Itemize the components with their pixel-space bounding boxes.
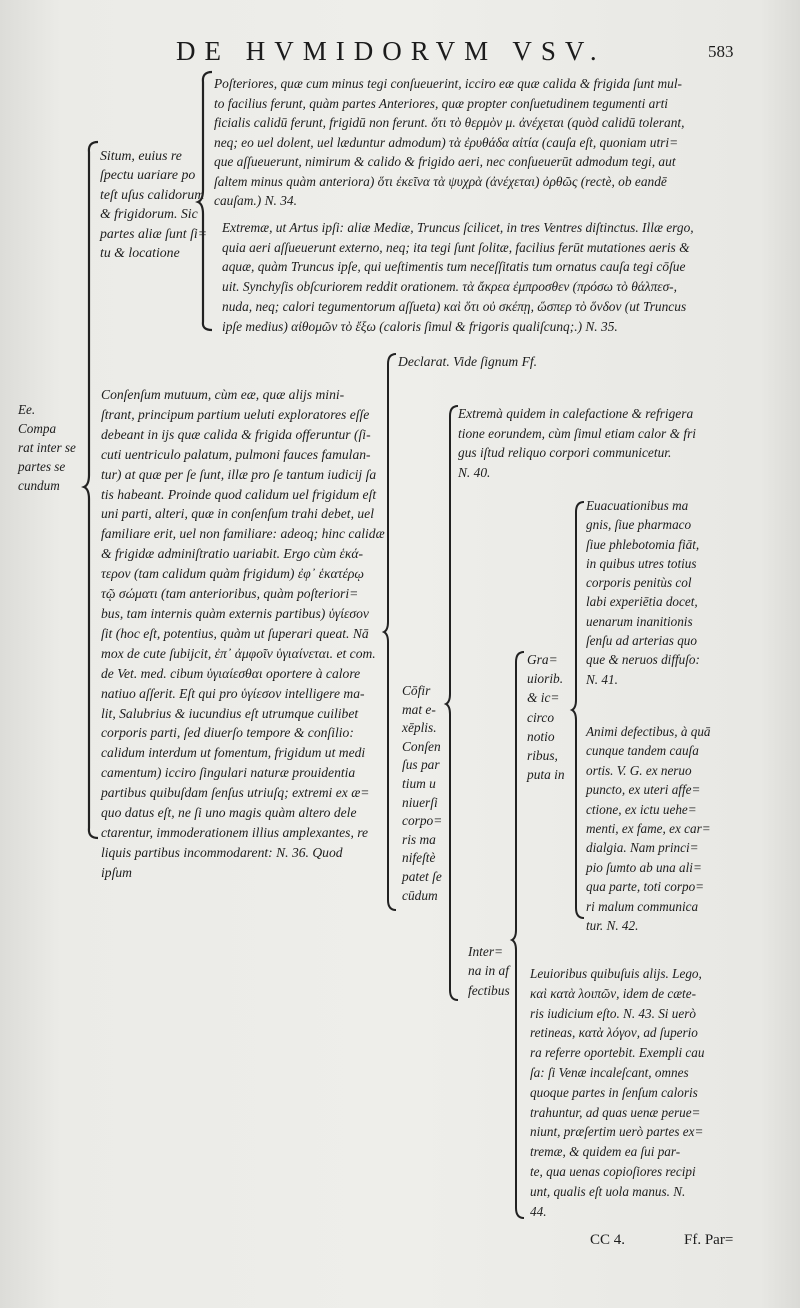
running-title: DE HVMIDORVM VSV. <box>176 36 606 66</box>
text-leuioribus: Leuioribus quibuſuis alijs. Lego, καὶ κατὰ λοιπῶν, idem de cæte- ris iudicium eſto. N. 43. Si uerò retineas, κατὰ λόγον, ad ſuperio ra referre oportebit. Exempli cau ſa: ſi Venæ incaleſcant, omnes quoque partes in ſenſum caloris trahuntur, ad quas uenæ perue= niunt, præſertim uerò partes ex= tremæ, & quidem ea ſui par- te, qua uenas copioſiores recipi unt, qualis eſt uola manus. N. 44. <box>530 966 705 1219</box>
brace-declarat-confirmat <box>384 352 400 912</box>
text-posteriores: Poſteriores, quæ cum minus tegi conſueuerint, icciro eæ quæ calida & frigida ſunt mul- to facilius ferunt, quàm partes Anteriores, quæ propter conſuetudinem tegumenti arti ficialis calidū ferunt, frigidū non ferunt. ὅτι τὸ θερμὸν μ. ἀνέχεται (quòd calidū tolerant, neq; eo uel dolent, uel læduntur admodum) τὰ ἐρυθάδα αἰτία (cauſa eſt, quoniam utri= que aſſueuerunt, nimirum & calido & frigido aeri, nec conſueuerūt admodum tegi, aut ſaltem minus quàm anteriora) ὅτι ἐκεῖνα τὰ ψυχρὰ (ἀνέχεται) ὀρθῶς (rectè, ob eandē cauſam.) N. 34. <box>214 76 685 208</box>
brace-situm-consensum <box>84 140 102 840</box>
label-ee-compara: Ee. Compa rat inter se partes se cundum <box>18 402 76 493</box>
brace-euac-animi <box>572 500 588 920</box>
brace-posteriores-extremae <box>198 70 216 332</box>
label-grauiorib: Gra= uiorib. & ic= circo notio ribus, puta in <box>527 652 565 783</box>
signature-mark: CC 4. <box>590 1232 626 1248</box>
text-euacuationibus: Euacuationibus ma gnis, ſiue pharmaco ſiue phlebotomia fiāt, in quibus utres totius corporis penitùs col labi experiētia docet, uenarum inanitionis ſenſu ad arterias quo que & neruos diffuſo: N. 41. <box>586 498 700 687</box>
label-confirmat: Cōfir mat e- xēplis. Conſen ſus par tium u niuerſi corpo= ris ma nifeſtè patet ſe cūdum <box>402 683 443 903</box>
text-animi: Animi defectibus, à quā cunque tandem cauſa ortis. V. G. ex neruo puncto, ex uteri affe= ctione, ex ictu uehe= menti, ex fame, ex car= dialgia. Nam princi= pio ſumto ab una ali= qua parte, toti corpo= ri malum communica tur. N. 42. <box>586 724 711 934</box>
catchword: Ff. Par= <box>684 1232 734 1248</box>
page-number: 583 <box>708 42 734 61</box>
brace-extrema-interna <box>446 404 462 1002</box>
text-consensum: Conſenſum mutuum, cùm eæ, quæ alijs mini- ſtrant, principum partium ueluti exploratores eſſe debeant in ijs quæ calida & frigida offeruntur (ſi- cuti uentriculo palatum, pulmoni fauces famulan- tur) at quæ per ſe ſunt, illæ pro ſe tantum iudicij ſa tis habeant. Proinde quod calidum uel frigidum eſt uni parti, alteri, quæ in conſenſum trahi debet, uel familiare erit, uel non familiare: adeoq; hinc calidæ & frigidæ adminiſtratio uariabit. Ergo cùm ἑκά- τερον (tam calidum quàm frigidum) ἐφ᾽ ἑκατέρῳ τῷ σώματι (tam anterioribus, quàm poſteriori= bus, tam internis quàm externis partibus) ὑγίεσον ſit (hoc eſt, potentius, quàm ut ſuperari queat. Nā mox de cute ſubijcit, ἐπ᾽ ἀμφοῖν ὑγιαίνεται. et com. de Vet. med. cibum ὑγιαίεσθαι oportere à calore natiuo aſſerit. Eſt qui pro ὑγίεσον intelligere ma- lit, Salubrius & iucundius eſt utrumque cuilibet corporis parti, ſed diuerſo tempore & conſilio: calidum interdum ut fomentum, frigidum ut medi camentum) icciro ſingulari naturæ prouidentia partibus quibuſdam ſenſus utriuſq; extremi ex æ= quo datus eſt, ne ſi uno magis quàm altero dele ctarentur, immoderationem illius amplexantes, re liquis partibus incommodarent: N. 36. Quod ipſum <box>101 387 385 880</box>
text-declarat: Declarat. Vide ſignum Ff. <box>398 354 538 369</box>
text-extrema: Extremà quidem in calefactione & refrigera tione eorundem, cùm ſimul etiam calor & fri gus iſtud reliquo corpori communicetur. N. 40. <box>458 406 697 480</box>
label-interna: Inter= na in af fectibus <box>468 944 510 998</box>
label-situm: Situm, euius re ſpectu uariare po teſt uſus calidorum & frigidorum. Sic partes aliæ ſunt ſi= tu & locatione <box>100 148 208 261</box>
brace-grauiorib-leuioribus <box>512 650 528 1220</box>
text-extremae: Extremæ, ut Artus ipſi: aliæ Mediæ, Truncus ſcilicet, in tres Ventres diſtinctus. Illæ ergo, quia aeri aſſueuerunt externo, neq; ita tegi ſunt ſolitæ, facilius ferūt mutationes aeris & aquæ, quàm Truncus ipſe, qui ueſtimentis tum neceſſitatis tum ornatus cauſa tegi cōſue uit. Synchyſis obſcuriorem reddit orationem. τὰ ἄκρεα ἐμπροσθεν (πρόσω τὸ θάλπεσ-, nuda, neq; calori tegumentorum aſſueta) καὶ ὅτι οὐ σκέπῃ, ὥσπερ τὸ ὅνδον (ut Truncus ipſe medius) αἰθομῶν τὸ ἔξω (caloris ſimul & frigoris qualiſcunq;.) N. 35. <box>222 220 694 334</box>
